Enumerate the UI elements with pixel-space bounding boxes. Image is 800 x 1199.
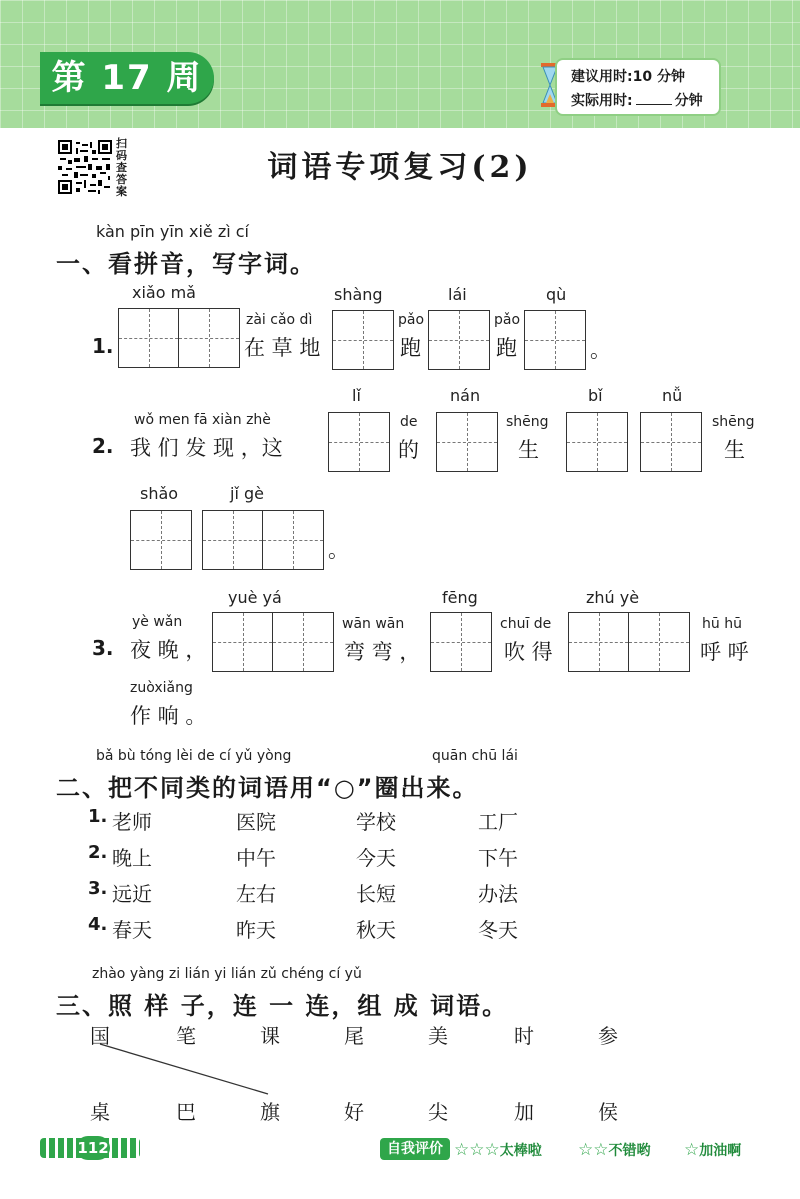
q3-pinyin-zhuye: zhú yè: [586, 588, 640, 607]
bottom-char[interactable]: 加: [514, 1100, 534, 1124]
q3-pinyin-wanwan: wān wān: [342, 616, 405, 632]
page-title: 词语专项复习(2): [267, 150, 533, 185]
bottom-char[interactable]: 尖: [428, 1100, 448, 1124]
section3-pinyin: zhào yàng zi lián yi lián zǔ chéng cí yǔ: [92, 966, 362, 982]
top-char[interactable]: 课: [260, 1024, 280, 1048]
q3-pinyin-yewan: yè wǎn: [132, 614, 183, 630]
q2-pinyin-nu: nǚ: [662, 386, 683, 405]
q3-text-wanwan: 弯 弯 ，: [344, 640, 421, 664]
section2-pinyin-a: bǎ bù tóng lèi de cí yǔ yòng: [96, 748, 292, 764]
word-item[interactable]: 左右: [236, 882, 276, 906]
q3-number: 3.: [92, 636, 114, 660]
q3-text-huhu: 呼 呼: [700, 640, 749, 664]
self-eval-label: 自我评价: [380, 1138, 450, 1160]
word-item[interactable]: 医院: [236, 810, 276, 834]
word-item[interactable]: 长短: [356, 882, 396, 906]
star-icon: ☆☆: [578, 1140, 609, 1160]
q2-pinyin-intro: wǒ men fā xiàn zhè: [134, 412, 271, 428]
section3-heading: 三、照 样 子，连 一 连，组 成 词语。: [56, 992, 509, 1020]
word-item[interactable]: 冬天: [478, 918, 518, 942]
q1-pinyin-qu: qù: [546, 285, 567, 304]
q3-pinyin-huhu: hū hū: [702, 616, 742, 632]
q3-text-chuide: 吹 得: [504, 640, 553, 664]
word-item[interactable]: 秋天: [356, 918, 396, 942]
q1-period: 。: [590, 338, 611, 362]
q2-text-de: 的: [398, 438, 419, 462]
q3-pinyin-chuide: chuī de: [500, 616, 552, 632]
q2-text-sheng2: 生: [724, 438, 745, 462]
word-item[interactable]: 晚上: [112, 846, 152, 870]
bottom-char[interactable]: 侯: [598, 1100, 618, 1124]
page-number: 112: [76, 1136, 110, 1160]
week-tag: 第 17 周: [40, 52, 214, 104]
eval-cheer[interactable]: ☆加油啊: [684, 1140, 742, 1160]
q1-pinyin-pao1: pǎo: [398, 312, 425, 328]
q3-text-zuoxiang: 作 响 。: [130, 704, 207, 728]
word-item[interactable]: 学校: [356, 810, 396, 834]
top-char[interactable]: 笔: [176, 1024, 196, 1048]
q1-text-pao1: 跑: [400, 336, 421, 360]
q2-pinyin-de: de: [400, 414, 418, 430]
section1-pinyin: kàn pīn yīn xiě zì cí: [96, 222, 249, 241]
word-item[interactable]: 工厂: [478, 810, 518, 834]
q2-pinyin-shao: shǎo: [140, 484, 179, 503]
q1-text-zaicaodi: 在 草 地: [244, 336, 321, 360]
q2-number: 2.: [92, 434, 114, 458]
q1-number: 1.: [92, 334, 114, 358]
word-item[interactable]: 下午: [478, 846, 518, 870]
actual-time: 实际用时: 分钟: [571, 93, 703, 109]
star-icon: ☆☆☆: [454, 1140, 500, 1160]
top-char[interactable]: 美: [428, 1024, 448, 1048]
eval-good[interactable]: ☆☆不错哟: [578, 1140, 651, 1160]
section1-heading: 一、看拼音，写字词。: [56, 250, 316, 278]
q2-pinyin-jige: jǐ gè: [230, 484, 264, 503]
q2-pinyin-nan: nán: [450, 386, 481, 405]
q2-pinyin-li: lǐ: [352, 386, 361, 405]
bottom-char[interactable]: 好: [344, 1100, 364, 1124]
word-item[interactable]: 今天: [356, 846, 396, 870]
qr-label: 扫码查答案: [116, 137, 127, 198]
q2-period: 。: [328, 538, 349, 562]
q3-pinyin-yueya: yuè yá: [228, 588, 282, 607]
word-item[interactable]: 远近: [112, 882, 152, 906]
section2-pinyin-b: quān chū lái: [432, 748, 518, 764]
bottom-char[interactable]: 桌: [90, 1100, 110, 1124]
q2-pinyin-sheng2: shēng: [712, 414, 755, 430]
q2-pinyin-sheng1: shēng: [506, 414, 549, 430]
section2-heading: 二、把不同类的词语用“○”圈出来。: [56, 774, 479, 802]
bottom-char[interactable]: 巴: [176, 1100, 196, 1124]
top-char[interactable]: 尾: [344, 1024, 364, 1048]
q1-pinyin-lai: lái: [448, 285, 467, 304]
q3-pinyin-feng: fēng: [442, 588, 478, 607]
q3-text-yewan: 夜 晚 ，: [130, 638, 207, 662]
q3-pinyin-zuoxiang: zuòxiǎng: [130, 680, 193, 696]
suggested-time: 建议用时:10 分钟: [571, 69, 685, 85]
top-char[interactable]: 参: [598, 1024, 618, 1048]
star-icon: ☆: [684, 1140, 700, 1160]
word-item[interactable]: 办法: [478, 882, 518, 906]
word-item[interactable]: 中午: [236, 846, 276, 870]
q2-text-sheng1: 生: [518, 438, 539, 462]
eval-great[interactable]: ☆☆☆太棒啦: [454, 1140, 542, 1160]
bottom-char[interactable]: 旗: [260, 1100, 280, 1124]
word-item[interactable]: 春天: [112, 918, 152, 942]
q1-pinyin-zaicaodi: zài cǎo dì: [246, 312, 313, 328]
word-item[interactable]: 老师: [112, 810, 152, 834]
q1-pinyin-xiaoma: xiǎo mǎ: [132, 283, 196, 302]
word-item[interactable]: 昨天: [236, 918, 276, 942]
q1-text-pao2: 跑: [496, 336, 517, 360]
q1-pinyin-shang: shàng: [334, 285, 383, 304]
top-char[interactable]: 时: [514, 1024, 534, 1048]
q2-pinyin-bi: bǐ: [588, 386, 603, 405]
q2-text-intro: 我 们 发 现 ，这: [130, 436, 283, 460]
q1-pinyin-pao2: pǎo: [494, 312, 521, 328]
top-char[interactable]: 国: [90, 1024, 110, 1048]
